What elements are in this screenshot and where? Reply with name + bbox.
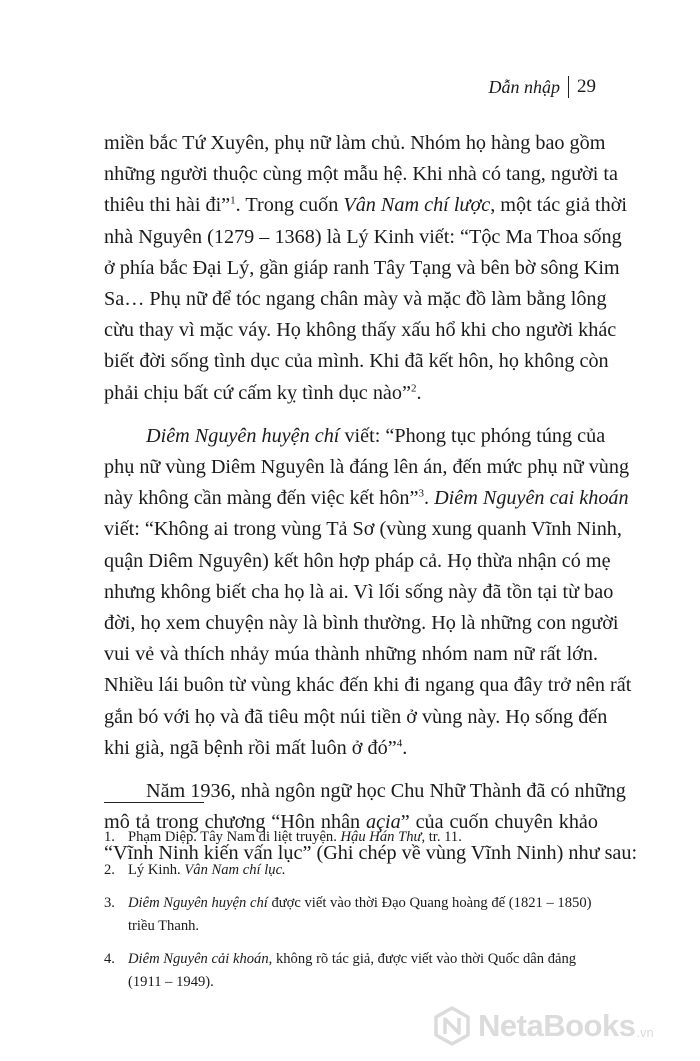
text-line: này không cần màng đến việc kết hôn”$^3$. Diêm Nguyên cai khoán (104, 487, 629, 510)
text-line: “Vĩnh Ninh kiến vấn lục” (Ghi chép về vùng Vĩnh Ninh) như sau: (104, 842, 638, 865)
italic-title: Diêm Nguyên cải khoán (128, 951, 269, 967)
text-line: viết: “Không ai trong vùng Tả Sơ (vùng xung quanh Vĩnh Ninh, (104, 518, 622, 541)
text-line: Sa… Phụ nữ để tóc ngang chân mày và mặc đồ làm bằng lông (104, 288, 607, 311)
text-line: Nhiều lái buôn từ vùng khác đến khi đi ngang qua đây trở nên rất (104, 674, 632, 697)
italic-title: Hậu Hán Thư (340, 829, 422, 845)
running-head-divider (568, 76, 569, 98)
netabooks-logo-icon (432, 1006, 472, 1046)
footnote-text (128, 859, 598, 882)
italic-title: açia (366, 811, 401, 834)
text-line: phải chịu bất cứ cấm kỵ tình dục nào”$^2$. (104, 381, 422, 404)
page-number: 29 (577, 76, 596, 97)
running-head (489, 76, 597, 98)
running-head-title: Dẫn nhập (488, 76, 560, 97)
footnote (104, 892, 598, 938)
body-text (104, 128, 638, 882)
footnote-ref: 4 (396, 737, 403, 750)
text-line: ở phía bắc Đại Lý, gần giáp ranh Tây Tạng và bên bờ sông Kim (104, 256, 620, 279)
italic-title: Diêm Nguyên huyện chí (146, 424, 340, 447)
paragraph (104, 421, 632, 764)
text-line: nhưng không biết cha họ là ai. Vì lối sống này đã tồn tại từ bao (104, 580, 614, 603)
footnote (104, 826, 598, 849)
footnote-line: triều Thanh. (128, 918, 200, 934)
text-line: những người thuộc cùng một mẫu hệ. Khi nhà có tang, người ta (104, 163, 618, 186)
paragraph (104, 128, 628, 409)
text-line: quận Diêm Nguyên) kết hôn hợp pháp cả. Họ thừa nhận có mẹ (104, 549, 611, 572)
footnote (104, 948, 598, 994)
footnote-text (128, 892, 598, 938)
footnote-number: 4. (104, 951, 115, 967)
text-line: Diêm Nguyên huyện chí viết: “Phong tục phóng túng của (146, 424, 606, 447)
footnote-line: Diêm Nguyên huyện chí được viết vào thời Đạo Quang hoàng đế (1821 – 1850) (128, 895, 592, 911)
footnote-line: (1911 – 1949). (128, 974, 214, 990)
footnote (104, 859, 598, 882)
text-line: đời, họ xem chuyện này là bình thường. Họ là những con người (104, 612, 619, 635)
watermark-brand: NetaBooks (478, 1008, 636, 1043)
text-line: biết đời sống tình dục của mình. Khi đã kết hôn, họ không còn (104, 350, 609, 373)
footnote-ref: 1 (230, 194, 236, 207)
watermark (432, 1006, 654, 1046)
footnote-ref: 2 (410, 381, 417, 394)
italic-title: Diêm Nguyên cai khoán (434, 487, 629, 510)
italic-title: Vân Nam chí lược (343, 194, 491, 217)
footnote-separator (104, 802, 204, 803)
text-line: gắn bó với họ và đã tiêu một núi tiền ở vùng này. Họ sống đến (104, 705, 608, 728)
text-line: vui vẻ và thích nhảy múa thành những nhóm nam nữ rất lớn. (104, 643, 598, 666)
footnote-text (128, 948, 598, 994)
footnote-line: Lý Kinh. Vân Nam chí lục. (128, 862, 286, 878)
footnote-number: 1. (104, 829, 115, 845)
italic-title: Diêm Nguyên huyện chí (128, 895, 268, 911)
footnote-number: 2. (104, 862, 115, 878)
text-line: Năm 1936, nhà ngôn ngữ học Chu Nhữ Thành đã có những (146, 780, 626, 803)
text-line: miền bắc Tứ Xuyên, phụ nữ làm chủ. Nhóm họ hàng bao gồm (104, 132, 606, 154)
italic-title: Vân Nam chí lục. (184, 862, 286, 878)
watermark-suffix: .vn (636, 1024, 654, 1040)
footnotes (104, 826, 638, 1004)
footnote-line: Phạm Diệp. Tây Nam di liệt truyện. Hậu Hán Thư, tr. 11. (128, 829, 462, 845)
footnote-ref: 3 (418, 487, 424, 500)
footnote-text (128, 826, 598, 849)
text-line: mô tả trong chương “Hôn nhân açia” của cuốn chuyên khảo (104, 811, 598, 834)
text-line: nhà Nguyên (1279 – 1368) là Lý Kinh viết: “Tộc Ma Thoa sống (104, 225, 622, 248)
footnote-line: Diêm Nguyên cải khoán, không rõ tác giả, được viết vào thời Quốc dân đảng (128, 951, 577, 967)
text-line: khi già, ngã bệnh rồi mất luôn ở đó”$^4$. (104, 736, 408, 759)
text-line: thiêu thi hài đi”$^1$. Trong cuốn Vân Nam chí lược, một tác giả thời (104, 194, 628, 217)
footnote-number: 3. (104, 895, 115, 911)
text-line: cừu thay vì mặc váy. Họ không thấy xấu hổ khi cho người khác (104, 319, 617, 342)
text-line: phụ nữ vùng Diêm Nguyên là đáng lên án, đến mức phụ nữ vùng (104, 456, 630, 479)
